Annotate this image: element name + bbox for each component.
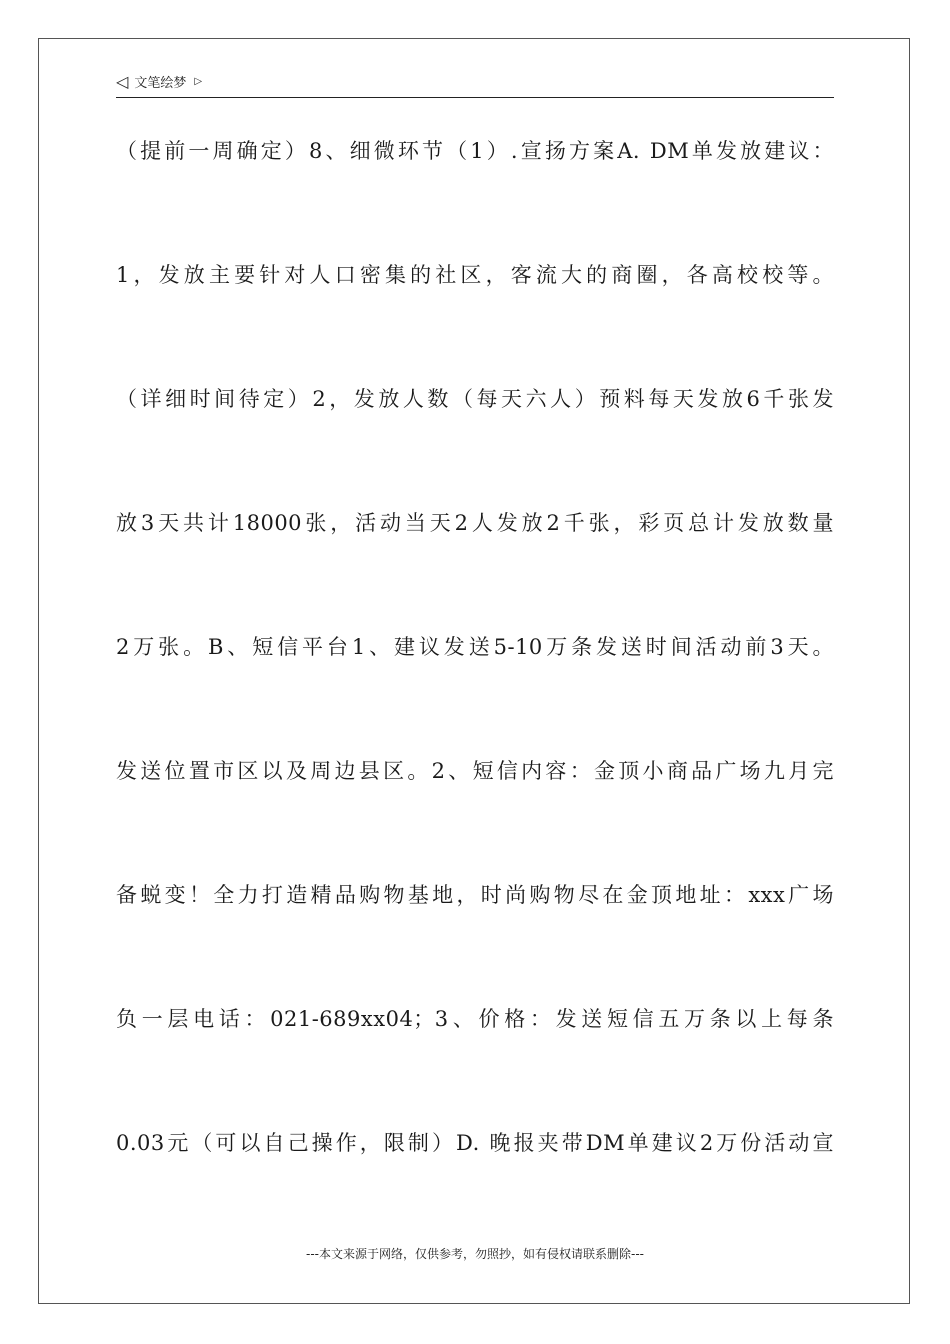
body-line-7: 备蜕变！全力打造精品购物基地，时尚购物尽在金顶地址：xxx广场 [116, 883, 834, 907]
body-line-5: 2万张。B、短信平台1、建议发送5-10万条发送时间活动前3天。 [116, 635, 834, 659]
body-line-3: （详细时间待定）2，发放人数（每天六人）预料每天发放6千张发 [116, 387, 834, 411]
page-border [38, 38, 910, 1304]
page-header [116, 72, 202, 91]
body-line-8: 负一层电话：021-689xx04；3、价格：发送短信五万条以上每条 [116, 1007, 834, 1031]
body-line-9: 0.03元（可以自己操作，限制）D. 晚报夹带DM单建议2万份活动宣 [116, 1131, 834, 1155]
page-footer: ---本文来源于网络，仅供参考，勿照抄，如有侵权请联系删除--- [306, 1247, 644, 1261]
body-line-4: 放3天共计18000张，活动当天2人发放2千张，彩页总计发放数量 [116, 511, 834, 535]
header-title: 文笔绘梦 [134, 76, 187, 91]
body-line-1: （提前一周确定）8、细微环节（1）.宣扬方案A. DM单发放建议： [116, 139, 834, 163]
header-rule [116, 97, 834, 98]
left-triangle-icon: ◁ [116, 71, 129, 91]
body-line-2: 1，发放主要针对人口密集的社区，客流大的商圈，各高校校等。 [116, 263, 834, 287]
right-triangle-icon: ▷ [194, 75, 203, 87]
body-line-6: 发送位置市区以及周边县区。2、短信内容：金顶小商品广场九月完 [116, 759, 834, 783]
